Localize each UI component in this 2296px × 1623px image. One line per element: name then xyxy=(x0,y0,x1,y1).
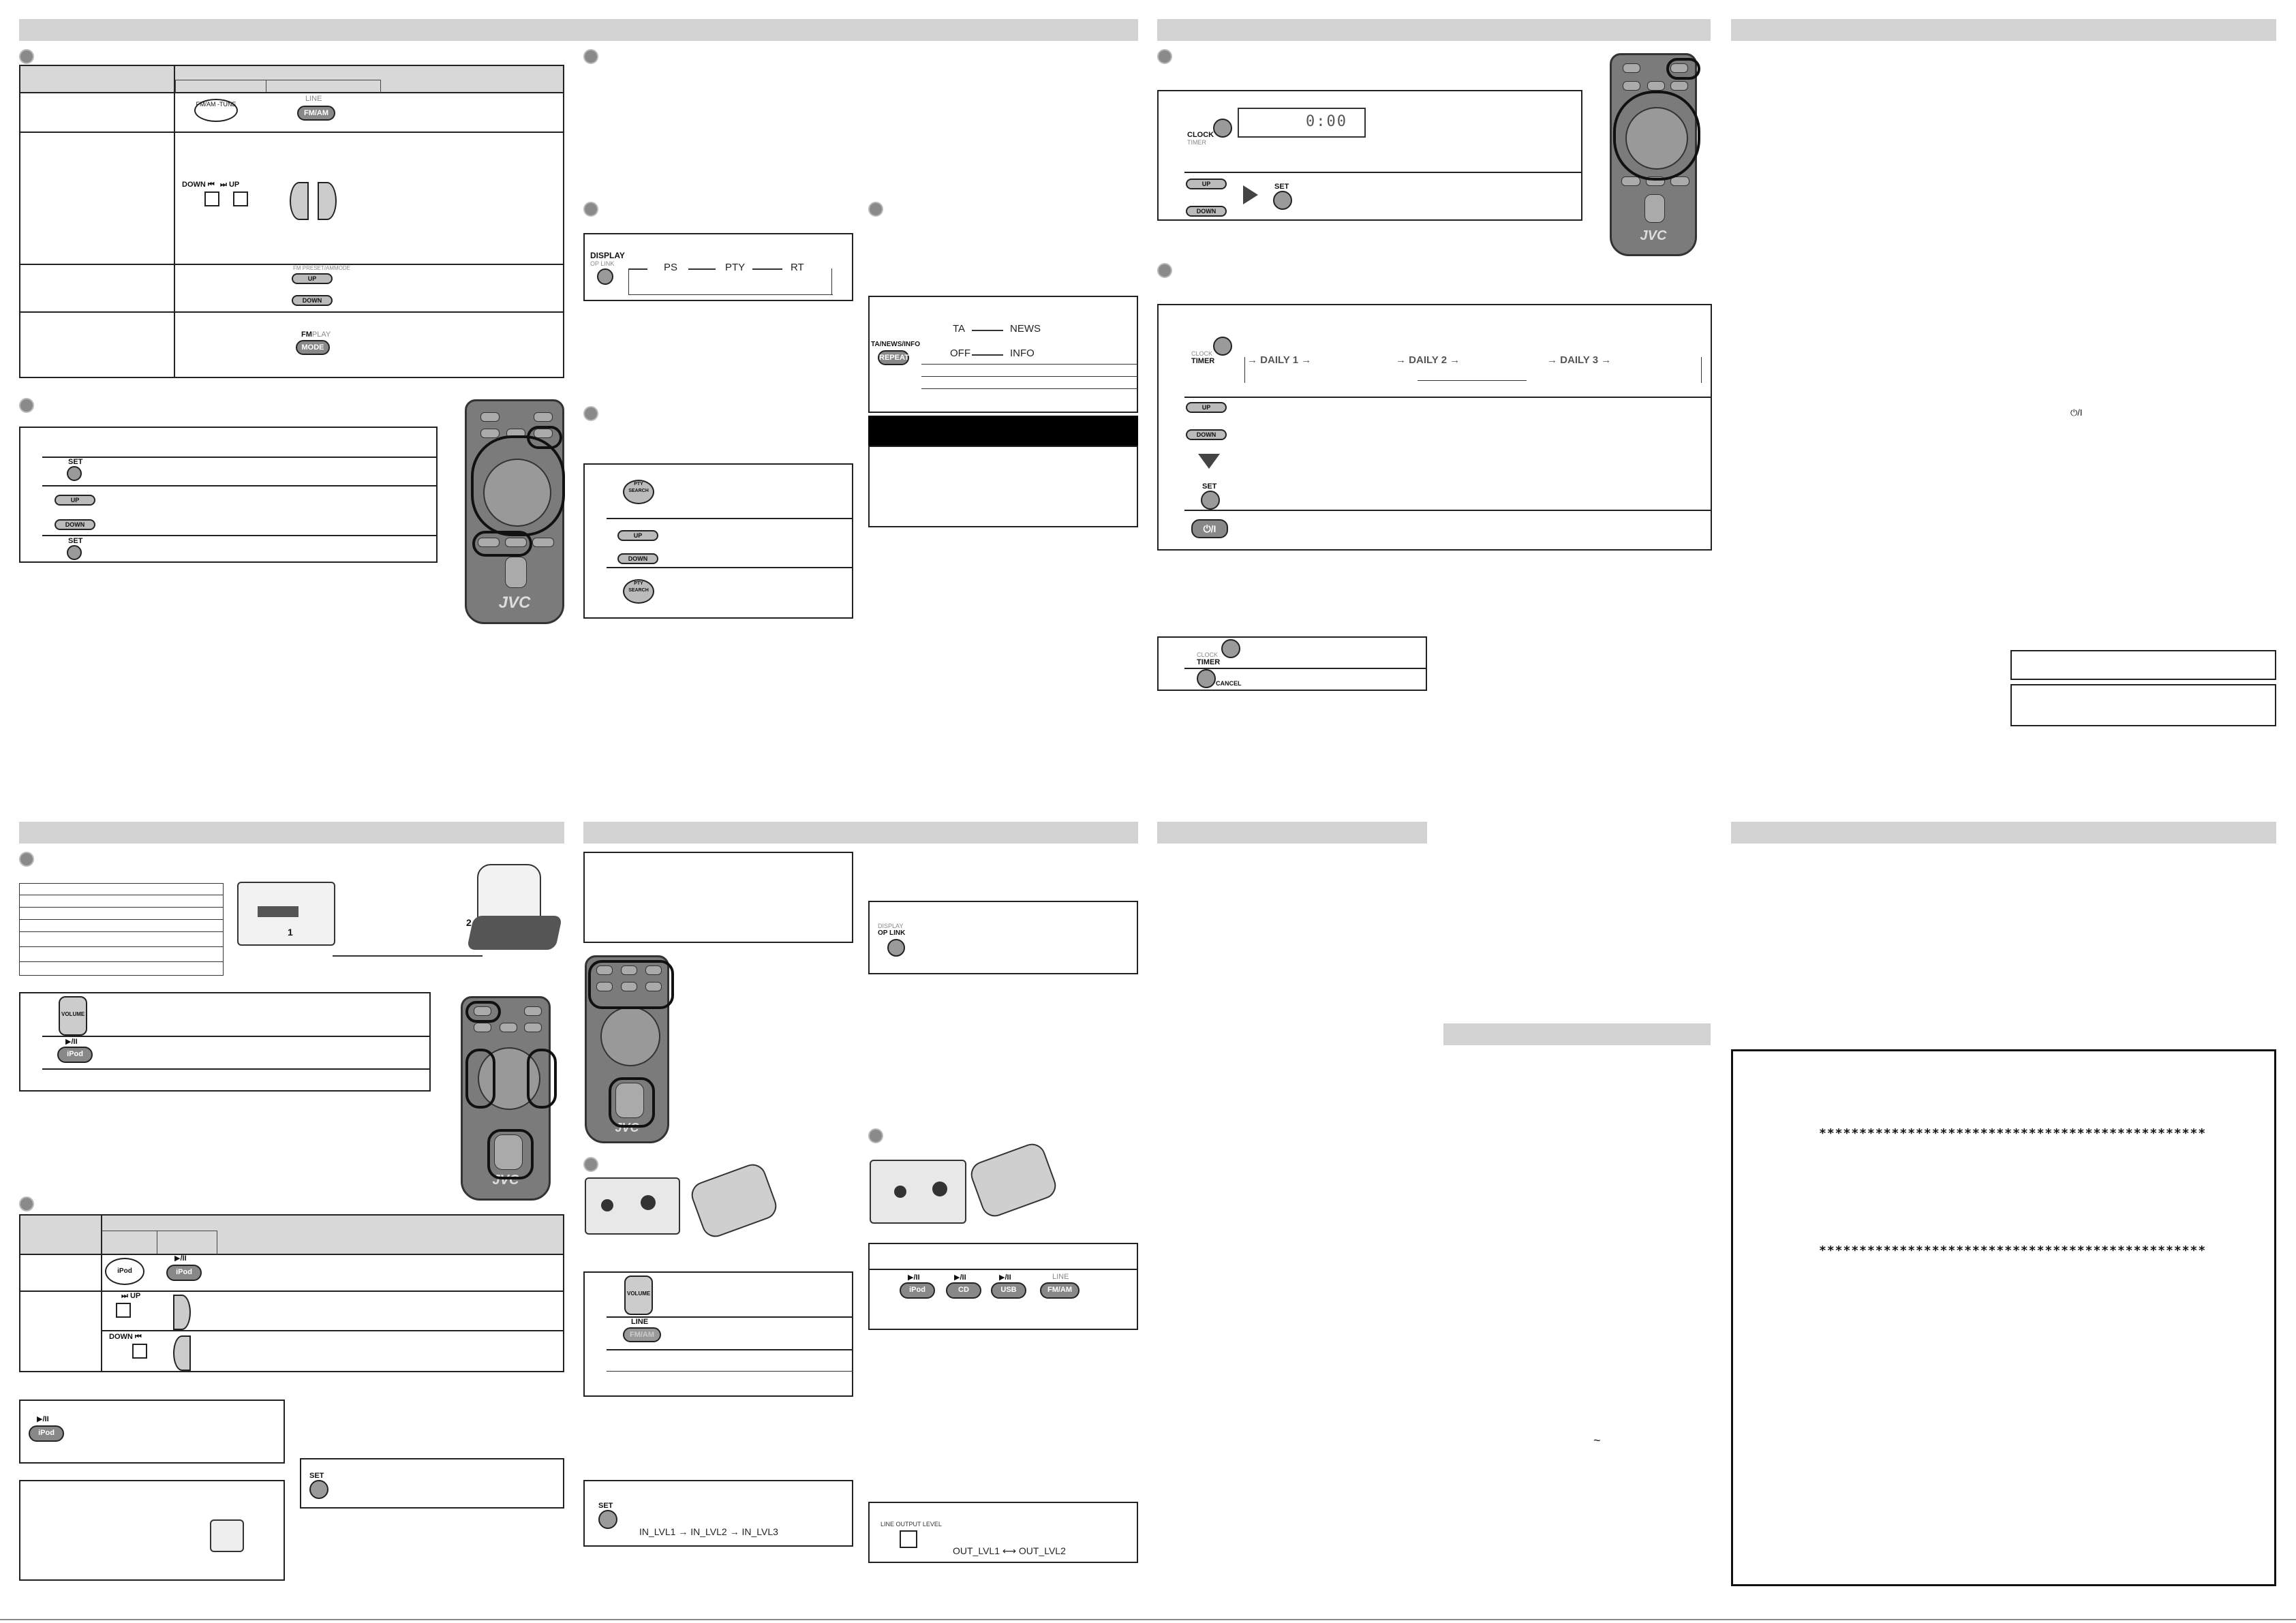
header-bar-1 xyxy=(19,19,1138,41)
highlight-circle xyxy=(465,1049,495,1109)
brand-logo: JVC xyxy=(615,1121,639,1134)
highlight-circle xyxy=(472,531,532,557)
timer-button[interactable] xyxy=(1213,337,1232,356)
standby-glyph: ⏻/I xyxy=(2070,407,2083,418)
remote-control-1 xyxy=(465,399,564,624)
timer-cancel-box xyxy=(1157,636,1427,691)
ta-mode: NEWS xyxy=(1010,323,1041,335)
set-label: SET xyxy=(1202,482,1217,491)
preset-set-box xyxy=(19,427,438,563)
fmam-button[interactable]: FM/AM xyxy=(297,106,335,121)
cancel-label: CANCEL xyxy=(1216,680,1242,687)
pty-search-button[interactable]: PTY SEARCH xyxy=(623,480,654,504)
dock-adapter-illustration xyxy=(210,1519,244,1552)
brand-logo: JVC xyxy=(492,1173,519,1188)
line-output-level-button[interactable] xyxy=(900,1530,917,1548)
timer-set-box xyxy=(1157,304,1712,551)
remote-control-3 xyxy=(461,996,551,1201)
set-label-2: SET xyxy=(68,537,83,545)
note-box-1 xyxy=(2010,650,2276,680)
arrow-right-icon xyxy=(1243,185,1258,204)
section-bullet xyxy=(1157,263,1172,278)
cd-source-button[interactable]: CD xyxy=(946,1282,981,1299)
timer-down-button[interactable]: DOWN xyxy=(1186,429,1227,440)
ta-mode: OFF xyxy=(950,347,970,359)
clock-down-button[interactable]: DOWN xyxy=(1186,206,1227,217)
highlight-circle xyxy=(471,435,565,536)
callout-1: 1 xyxy=(288,927,293,938)
tune-down-button[interactable] xyxy=(204,191,219,206)
daily-1: → DAILY 1 → xyxy=(1247,354,1312,366)
section-bullet xyxy=(583,202,598,217)
cursor-right-key[interactable] xyxy=(173,1295,191,1330)
header-bar-4 xyxy=(19,822,564,844)
timer-set-button[interactable] xyxy=(1201,491,1220,510)
section-bullet xyxy=(583,406,598,421)
pty-search-button-2[interactable]: PTY SEARCH xyxy=(623,579,654,604)
cursor-left-key[interactable] xyxy=(290,182,309,220)
daily-3: → DAILY 3 → xyxy=(1547,354,1612,366)
section-bullet xyxy=(868,202,883,217)
section-bullet xyxy=(19,1196,34,1211)
line-in-jack-illustration xyxy=(585,1177,680,1235)
caution-header xyxy=(868,416,1138,446)
clock-label: CLOCK xyxy=(1197,651,1219,658)
set-button[interactable] xyxy=(598,1510,617,1529)
header-bar-3 xyxy=(1731,19,2276,41)
ipod-plus-button[interactable]: iPod xyxy=(105,1258,144,1285)
line-output-level-label: LINE OUTPUT LEVEL xyxy=(881,1521,942,1528)
timer-label: TIMER xyxy=(1197,658,1221,666)
tune-up-label: ⏭ UP xyxy=(220,181,240,189)
portable-player-illustration xyxy=(688,1160,780,1241)
play-pause-label: ▶/II xyxy=(954,1273,966,1282)
lcd-digits: 0:00 xyxy=(1306,113,1347,130)
section-bullet xyxy=(583,1157,598,1172)
ipod-volume-box xyxy=(19,992,431,1092)
arrow-down-icon xyxy=(1198,454,1220,469)
display-label: DISPLAY xyxy=(878,923,904,929)
callout-2: 2 xyxy=(466,917,472,928)
header-bar-2 xyxy=(1157,19,1711,41)
tune-up-button[interactable] xyxy=(233,191,248,206)
skip-down-label: DOWN ⏮ xyxy=(109,1333,142,1341)
clock-label: CLOCK xyxy=(1187,131,1214,139)
set-label: SET xyxy=(68,458,83,466)
output-level-box xyxy=(868,1502,1138,1563)
header-bar-6 xyxy=(1157,822,1427,844)
ta-news-label: TA/NEWS/INFO xyxy=(871,341,921,348)
section-bullet xyxy=(583,49,598,64)
timer-label: TIMER xyxy=(1187,139,1206,146)
cycle-item: PTY xyxy=(725,262,746,273)
line-label: LINE xyxy=(631,1318,649,1326)
note-box-2 xyxy=(2010,684,2276,726)
clock-label: CLOCK xyxy=(1191,350,1213,357)
bottom-rule xyxy=(0,1619,2296,1620)
preset-down-button[interactable]: DOWN xyxy=(292,295,333,306)
input-level-box xyxy=(583,1480,853,1547)
timer-label: TIMER xyxy=(1191,357,1215,365)
highlight-circle xyxy=(527,426,562,449)
preset-up-button[interactable]: UP xyxy=(292,273,333,284)
input-level: IN_LVL1 → IN_LVL2 → IN_LVL3 xyxy=(639,1526,778,1537)
ta-mode: TA xyxy=(953,323,966,335)
line-label: LINE xyxy=(305,95,322,103)
pty-down-button[interactable]: DOWN xyxy=(617,553,658,564)
header-bar-5 xyxy=(583,822,1138,844)
warranty-frame xyxy=(1731,1049,2276,1586)
pty-search-box xyxy=(583,463,853,619)
highlight-circle xyxy=(1666,58,1700,80)
source-table xyxy=(19,65,564,378)
cancel-button[interactable] xyxy=(1197,669,1216,688)
note-box-3 xyxy=(583,852,853,943)
set-box xyxy=(300,1458,564,1509)
clock-up-button[interactable]: UP xyxy=(1186,179,1227,189)
header-bar-7 xyxy=(1731,822,2276,844)
play-pause-label: ▶/II xyxy=(37,1415,49,1423)
ta-mode: INFO xyxy=(1010,347,1035,359)
highlight-circle xyxy=(609,1077,655,1128)
cursor-right-key[interactable] xyxy=(318,182,337,220)
ipod-operation-table xyxy=(19,1214,564,1372)
remote-control-4 xyxy=(585,955,669,1143)
cycle-item: PS xyxy=(664,262,678,273)
section-bullet xyxy=(19,398,34,413)
set-button[interactable] xyxy=(67,466,82,481)
portable-player-illustration xyxy=(967,1140,1060,1220)
play-pause-label: ▶/II xyxy=(908,1273,920,1282)
highlight-circle xyxy=(1613,91,1700,181)
skip-up-button[interactable] xyxy=(116,1303,131,1318)
set-label: SET xyxy=(309,1472,324,1480)
ipod-button[interactable]: iPod xyxy=(57,1047,93,1063)
highlight-circle xyxy=(588,960,674,1009)
set-button-2[interactable] xyxy=(67,545,82,560)
mode-button[interactable]: MODE xyxy=(296,340,330,355)
section-bullet xyxy=(1157,49,1172,64)
power-button[interactable]: ⏻/I xyxy=(1191,519,1228,538)
preset-label: FM PRESET/AMMODE xyxy=(293,265,351,271)
ipod-button[interactable]: iPod xyxy=(166,1265,202,1281)
cycle-item: RT xyxy=(791,262,804,273)
ipod-play-box xyxy=(19,1400,285,1464)
oplink-display-box xyxy=(868,901,1138,974)
pty-up-button[interactable]: UP xyxy=(617,530,658,541)
skip-down-button[interactable] xyxy=(132,1344,147,1359)
play-pause-label: ▶/II xyxy=(999,1273,1011,1282)
section-bullet xyxy=(19,49,34,64)
remote-control-2 xyxy=(1610,53,1697,256)
section-bullet xyxy=(19,852,34,867)
highlight-circle xyxy=(487,1129,534,1179)
timer-button[interactable] xyxy=(1221,639,1240,658)
display-label: DISPLAY xyxy=(590,251,625,260)
ta-news-box xyxy=(868,296,1138,413)
volume-key[interactable] xyxy=(624,1276,653,1315)
daily-2: → DAILY 2 → xyxy=(1396,354,1460,366)
clock-set-box xyxy=(1157,90,1582,221)
section-bullet xyxy=(868,1128,883,1143)
line-out-jack-illustration xyxy=(870,1160,966,1224)
dock-compat-table xyxy=(19,883,224,976)
clock-button[interactable] xyxy=(1213,119,1232,138)
star-divider-1: ************************************************ xyxy=(1819,1126,2207,1141)
line-label: LINE xyxy=(1052,1273,1069,1281)
repeat-button[interactable]: REPEAT xyxy=(878,350,909,365)
volume-label: VOLUME xyxy=(627,1290,651,1297)
tilde-mark: ~ xyxy=(1593,1434,1601,1447)
set-label: SET xyxy=(1274,183,1289,191)
highlight-circle xyxy=(527,1049,557,1109)
up-button[interactable]: UP xyxy=(55,495,95,506)
star-divider-2: ************************************************ xyxy=(1819,1243,2207,1258)
dock-base xyxy=(467,916,563,950)
oplink-label: OP LINK xyxy=(878,929,906,937)
set-label: SET xyxy=(598,1502,613,1510)
play-pause-label: ▶/II xyxy=(174,1254,187,1263)
down-button[interactable]: DOWN xyxy=(55,519,95,530)
dock-connector-illustration xyxy=(237,882,335,946)
fmam-tune-button[interactable]: FM/AM -TUNE xyxy=(194,99,238,122)
line-in-volume-box xyxy=(583,1271,853,1397)
brand-logo: JVC xyxy=(1640,228,1667,243)
volume-key[interactable] xyxy=(59,996,87,1036)
oplink-button[interactable] xyxy=(887,939,905,957)
set-button[interactable] xyxy=(309,1480,328,1499)
timer-up-button[interactable]: UP xyxy=(1186,402,1227,413)
output-level: OUT_LVL1 ⟷ OUT_LVL2 xyxy=(953,1545,1066,1556)
clock-set-button[interactable] xyxy=(1273,191,1292,210)
display-cycle-box xyxy=(583,233,853,301)
brand-logo: JVC xyxy=(498,593,531,612)
volume-label: VOLUME xyxy=(61,1011,85,1017)
play-pause-label: ▶/II xyxy=(65,1038,78,1046)
usb-source-button[interactable]: USB xyxy=(991,1282,1026,1299)
display-button[interactable] xyxy=(597,268,613,285)
ipod-button[interactable]: iPod xyxy=(29,1425,64,1442)
header-bar-8 xyxy=(1443,1023,1711,1045)
caution-box xyxy=(868,446,1138,527)
fmam-source-button[interactable]: FM/AM xyxy=(1040,1282,1080,1299)
tune-down-label: DOWN ⏮ xyxy=(182,181,215,189)
fm-play-label: FMPLAY xyxy=(301,330,331,339)
ipod-dock-adapter-box xyxy=(19,1480,285,1581)
fmam-button[interactable]: FM/AM xyxy=(623,1327,661,1342)
skip-up-label: ⏭ UP xyxy=(121,1292,141,1300)
lcd-display xyxy=(1238,108,1366,138)
oplink-source-box xyxy=(868,1243,1138,1330)
display-sub-label: OP LINK xyxy=(590,260,615,267)
cursor-left-key[interactable] xyxy=(173,1335,191,1371)
highlight-circle xyxy=(465,1001,501,1023)
ipod-source-button[interactable]: iPod xyxy=(900,1282,935,1299)
